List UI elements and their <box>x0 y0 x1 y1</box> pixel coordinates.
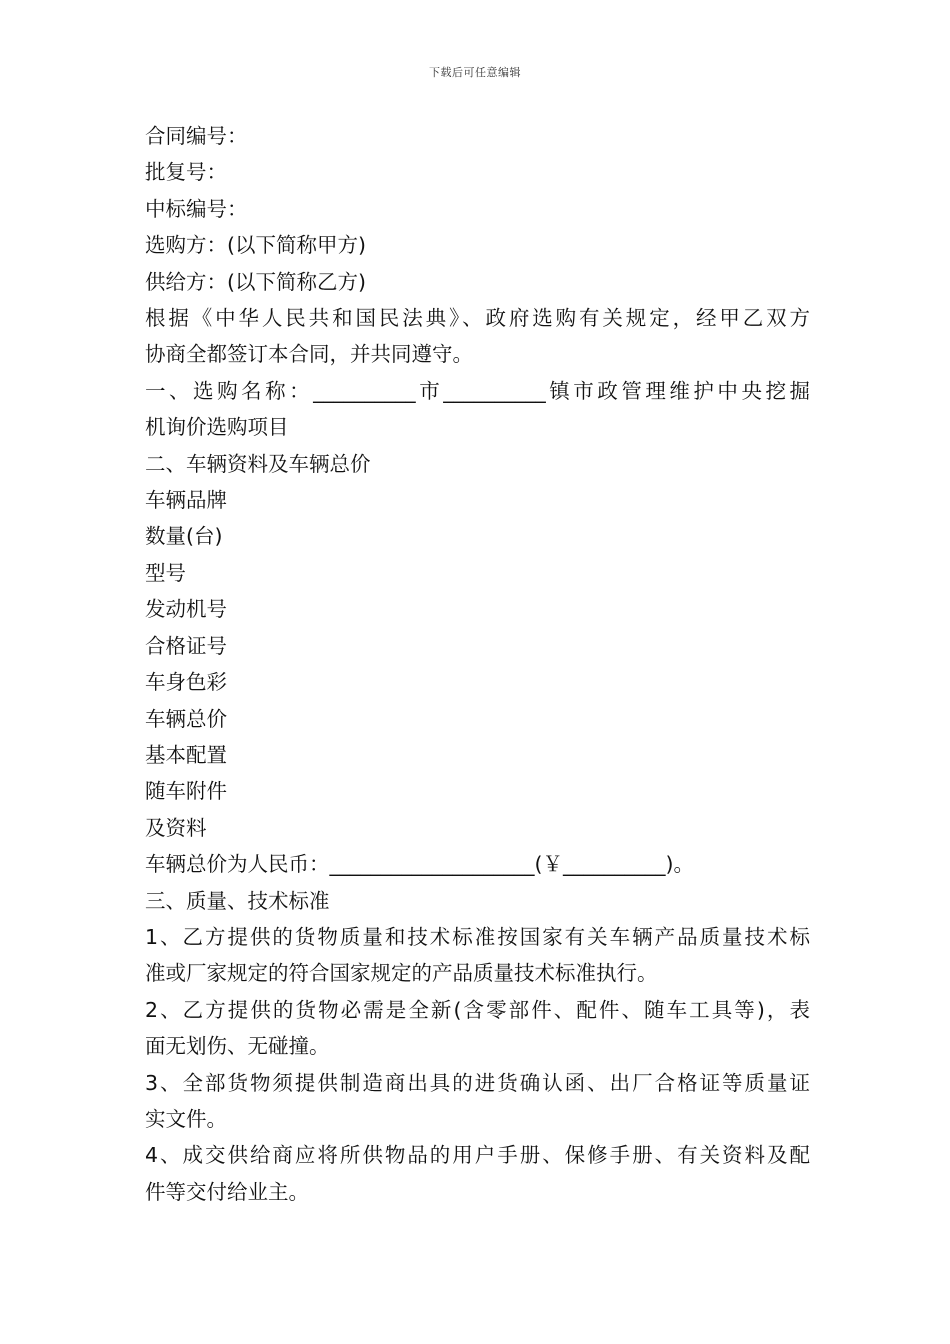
clause-line: 面无划伤、无碰撞。 <box>145 1034 330 1059</box>
section-2-heading: 二、车辆资料及车辆总价 <box>145 451 371 476</box>
vehicle-field-label: 基本配置 <box>145 742 227 767</box>
section-3-heading: 三、质量、技术标准 <box>145 888 330 913</box>
clause-line: 2、乙方提供的货物必需是全新(含零部件、配件、随车工具等)，表 <box>145 997 810 1022</box>
section-1-heading: 一、选购名称：__________市__________镇市政管理维护中央挖掘 <box>145 378 810 403</box>
vehicle-field-label: 合格证号 <box>145 633 227 658</box>
clause-line: 准或厂家规定的符合国家规定的产品质量技术标准执行。 <box>145 961 658 986</box>
section-1-heading-cont: 机询价选购项目 <box>145 415 289 440</box>
clause-line: 1、乙方提供的货物质量和技术标准按国家有关车辆产品质量技术标 <box>145 924 810 949</box>
vehicle-field-label: 车辆总价 <box>145 706 227 731</box>
preamble-line: 根据《中华人民共和国民法典》、政府选购有关规定，经甲乙双方 <box>145 306 810 331</box>
contract-number-label: 合同编号： <box>145 124 248 148</box>
clause-line: 3、全部货物须提供制造商出具的进货确认函、出厂合格证等质量证 <box>145 1070 810 1095</box>
clause-line: 实文件。 <box>145 1106 227 1131</box>
vehicle-field-label: 随车附件 <box>145 779 227 804</box>
purchaser-label: 选购方：(以下简称甲方) <box>145 233 366 258</box>
vehicle-field-label: 数量(台) <box>145 524 223 549</box>
supplier-label: 供给方：(以下简称乙方) <box>145 269 366 294</box>
vehicle-field-label: 及资料 <box>145 815 207 840</box>
vehicle-field-label: 车身色彩 <box>145 670 227 695</box>
bid-number-label: 中标编号： <box>145 196 248 221</box>
preamble-line: 协商全都签订本合同，并共同遵守。 <box>145 342 473 367</box>
contract-body <box>145 118 810 1210</box>
page-header-note: 下载后可任意编辑 <box>429 66 521 79</box>
total-price-line: 车辆总价为人民币：____________________(￥__________)。 <box>145 852 694 877</box>
vehicle-field-label: 发动机号 <box>145 597 227 622</box>
clause-line: 件等交付给业主。 <box>145 1179 309 1204</box>
vehicle-field-label: 型号 <box>145 560 186 585</box>
vehicle-field-label: 车辆品牌 <box>145 488 227 513</box>
approval-number-label: 批复号： <box>145 160 227 185</box>
clause-line: 4、成交供给商应将所供物品的用户手册、保修手册、有关资料及配 <box>145 1143 810 1168</box>
